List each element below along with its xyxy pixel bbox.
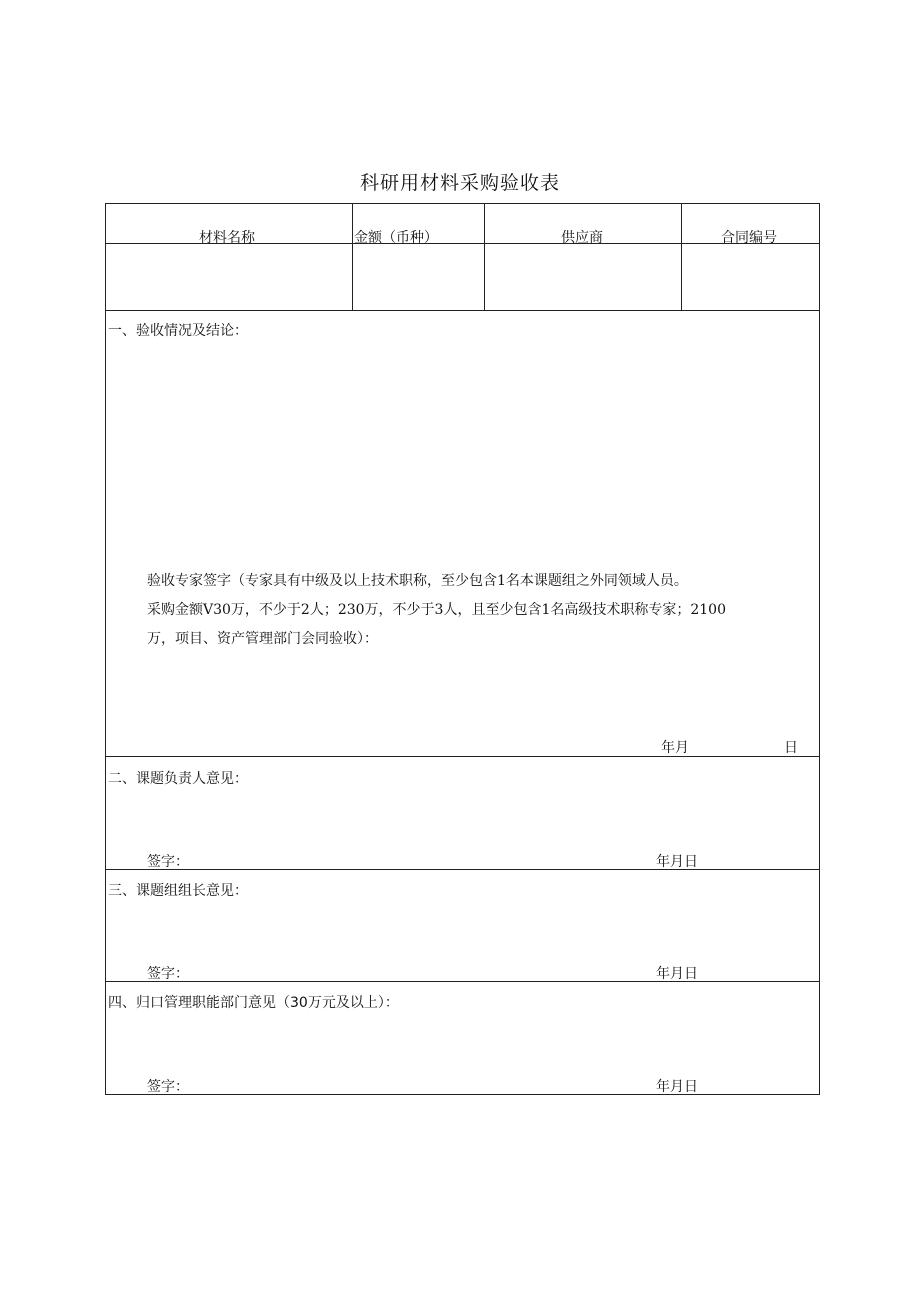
form-title: 科研用材料采购验收表 [359, 172, 560, 194]
section4-date: 年月日 [656, 1079, 698, 1095]
section2-sign: 签字： [147, 854, 189, 870]
contract-no-cell[interactable] [682, 244, 819, 310]
section3-sign: 签字： [147, 966, 189, 982]
header-supplier: 供应商 [561, 230, 603, 246]
header-contract-no: 合同编号 [721, 230, 777, 246]
data-row-divider [106, 310, 819, 311]
header-amount: 金额（币种） [354, 230, 438, 246]
section4-sign: 签字： [147, 1079, 189, 1095]
section4-label: 四、归口管理职能部门意见（30万元及以上）： [108, 995, 399, 1011]
expert-instructions-line2: 采购金额V30万，不少于2人；230万，不少于3人，且至少包含1名高级技术职称专家；2100 [147, 602, 726, 618]
expert-instructions-line3: 万，项目、资产管理部门会同验收）： [147, 631, 378, 647]
section1-divider [106, 756, 819, 757]
header-material-name: 材料名称 [199, 230, 255, 246]
section2-divider [106, 869, 819, 870]
expert-instructions-line1: 验收专家签字（专家具有中级及以上技术职称，至少包含1名本课题组之外同领域人员。 [147, 573, 688, 589]
section1-date-day: 日 [784, 740, 798, 756]
section3-divider [106, 981, 819, 982]
section3-label: 三、课题组组长意见： [108, 883, 248, 899]
section2-label: 二、课题负责人意见： [108, 771, 248, 787]
material-name-cell[interactable] [106, 244, 352, 310]
section1-date-year-month: 年月 [661, 740, 689, 756]
section2-date: 年月日 [656, 854, 698, 870]
section3-date: 年月日 [656, 966, 698, 982]
supplier-cell[interactable] [485, 244, 681, 310]
amount-cell[interactable] [353, 244, 484, 310]
acceptance-form [105, 203, 820, 1095]
section1-label: 一、验收情况及结论： [108, 323, 248, 339]
